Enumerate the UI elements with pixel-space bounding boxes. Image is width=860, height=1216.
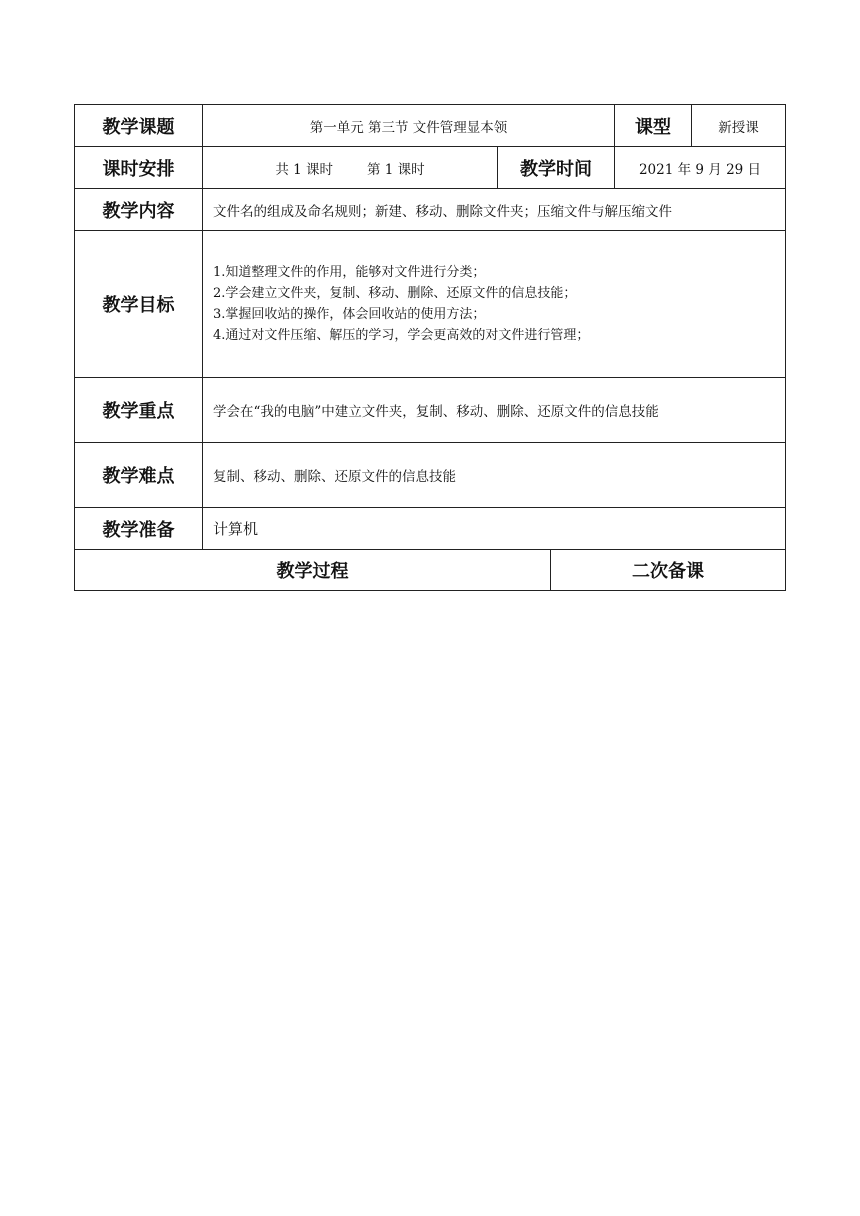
goal-item: 4.通过对文件压缩、解压的学习，学会更高效的对文件进行管理； (213, 328, 590, 343)
schedule-total: 共 1 课时 (275, 161, 333, 178)
content-value: 文件名的组成及命名规则；新建、移动、删除文件夹；压缩文件与解压缩文件 (202, 188, 786, 231)
process-header: 教学过程 (74, 549, 551, 591)
teaching-time-value: 2021 年 9 月 29 日 (614, 146, 786, 189)
goal-item: 3.掌握回收站的操作，体会回收站的使用方法； (213, 307, 486, 322)
key-point-label: 教学重点 (74, 377, 203, 443)
teaching-time-label: 教学时间 (497, 146, 615, 189)
topic-value: 第一单元 第三节 文件管理显本领 (202, 104, 615, 147)
lesson-type-value: 新授课 (691, 104, 786, 147)
schedule-current: 第 1 课时 (367, 161, 425, 178)
schedule-value (202, 146, 498, 189)
goals-value (202, 230, 786, 378)
schedule-label: 课时安排 (74, 146, 203, 189)
topic-label: 教学课题 (74, 104, 203, 147)
goals-list (213, 262, 589, 346)
difficulty-value: 复制、移动、删除、还原文件的信息技能 (202, 442, 786, 508)
second-prep-header: 二次备课 (550, 549, 786, 591)
preparation-label: 教学准备 (74, 507, 203, 550)
preparation-value: 计算机 (202, 507, 786, 550)
goal-item: 1.知道整理文件的作用，能够对文件进行分类； (213, 265, 486, 280)
key-point-value: 学会在“我的电脑”中建立文件夹，复制、移动、删除、还原文件的信息技能 (202, 377, 786, 443)
lesson-type-label: 课型 (614, 104, 692, 147)
goal-item: 2.学会建立文件夹，复制、移动、删除、还原文件的信息技能； (213, 286, 577, 301)
goals-label: 教学目标 (74, 230, 203, 378)
difficulty-label: 教学难点 (74, 442, 203, 508)
content-label: 教学内容 (74, 188, 203, 231)
